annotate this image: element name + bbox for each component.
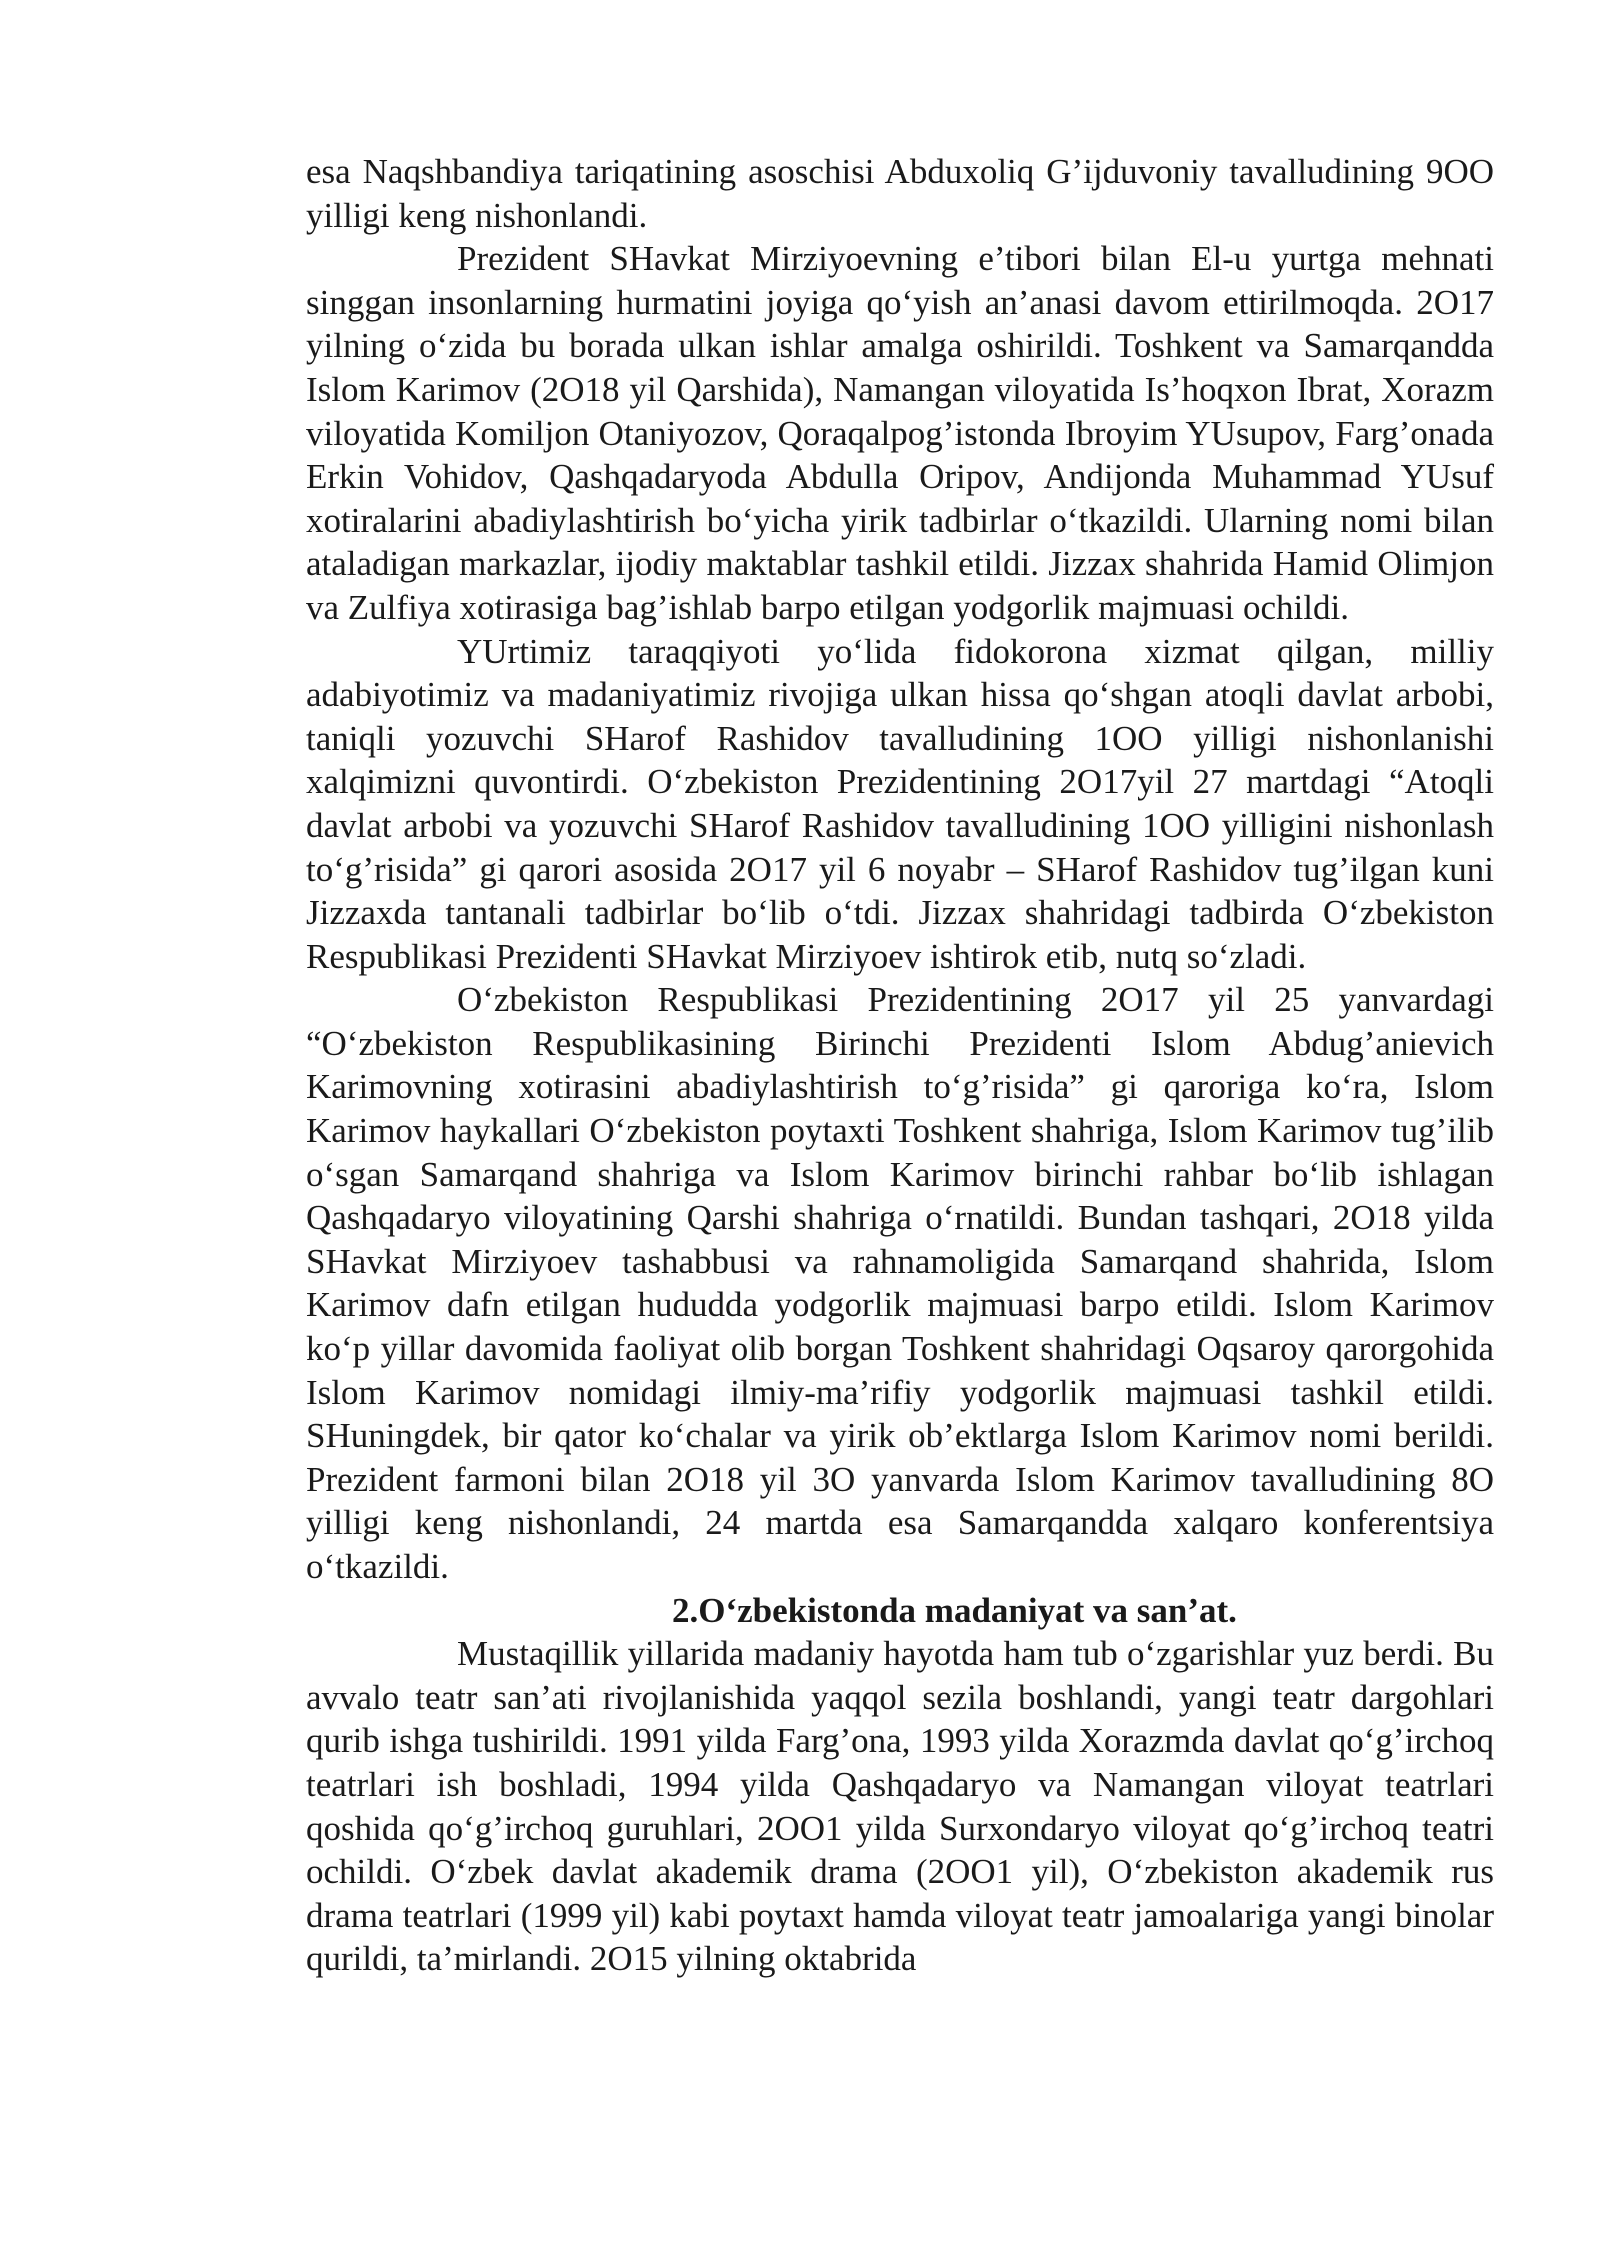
paragraph-4: O‘zbekiston Respublikasi Prezidentining 2O17 yil 25 yanvardagi “O‘zbekiston Respublikasining Birinchi Prezidenti Islom Abdug’anievich Karimovning xotirasini abadiylashtirish to‘g’risida” gi qaroriga ko‘ra, Islom Karimov haykallari O‘zbekiston poytaxti Toshkent shahriga, Islom Karimov tug’ilib o‘sgan Samarqand shahriga va Islom Karimov birinchi rahbar bo‘lib ishlagan Qashqadaryo viloyatining Qarshi shahriga o‘rnatildi. Bundan tashqari, 2O18 yilda SHavkat Mirziyoev tashabbusi va rahnamoligida Samarqand shahrida, Islom Karimov dafn etilgan hududda yodgorlik majmuasi barpo etildi. Islom Karimov ko‘p yillar davomida faoliyat olib borgan Toshkent shahridagi Oqsaroy qarorgohida Islom Karimov nomidagi ilmiy-ma’rifiy yodgorlik majmuasi tashkil etildi. SHuningdek, bir qator ko‘chalar va yirik ob’ektlarga Islom Karimov nomi berildi. Prezident farmoni bilan 2O18 yil 3O yanvarda Islom Karimov tavalludining 8O yilligi keng nishonlandi, 24 martda esa Samarqandda xalqaro konferentsiya o‘tkazildi.	[306, 980, 1494, 1586]
paragraph-1: esa Naqshbandiya tariqatining asoschisi Abduxoliq G’ijduvoniy tavalludining 9OO yilligi keng nishonlandi.	[306, 152, 1494, 235]
paragraph-3: YUrtimiz taraqqiyoti yo‘lida fidokorona xizmat qilgan, milliy adabiyotimiz va madaniyatimiz rivojiga ulkan hissa qo‘shgan atoqli davlat arbobi, taniqli yozuvchi SHarof Rashidov tavalludining 1OO yilligi nishonlanishi xalqimizni quvontirdi. O‘zbekiston Prezidentining 2O17yil 27 martdagi “Atoqli davlat arbobi va yozuvchi SHarof Rashidov tavalludining 1OO yilligini nishonlash to‘g’risida” gi qarori asosida 2O17 yil 6 noyabr – SHarof Rashidov tug’ilgan kuni Jizzaxda tantanali tadbirlar bo‘lib o‘tdi. Jizzax shahridagi tadbirda O‘zbekiston Respublikasi Prezidenti SHavkat Mirziyoev ishtirok etib, nutq so‘zladi.	[306, 631, 1494, 976]
document-page	[306, 150, 1494, 1981]
paragraph-5: Mustaqillik yillarida madaniy hayotda ham tub o‘zgarishlar yuz berdi. Bu avvalo teatr san’ati rivojlanishida yaqqol sezila boshlandi, yangi teatr dargohlari qurib ishga tushirildi. 1991 yilda Farg’ona, 1993 yilda Xorazmda davlat qo‘g’irchoq teatrlari ish boshladi, 1994 yilda Qashqadaryo va Namangan viloyat teatrlari qoshida qo‘g’irchoq guruhlari, 2OO1 yilda Surxondaryo viloyat qo‘g’irchoq teatri ochildi. O‘zbek davlat akademik drama (2OO1 yil), O‘zbekiston akademik rus drama teatrlari (1999 yil) kabi poytaxt hamda viloyat teatr jamoalariga yangi binolar qurildi, ta’mirlandi. 2O15 yilning oktabrida	[306, 1634, 1494, 1979]
section-heading: 2.O‘zbekistonda madaniyat va san’at.	[672, 1590, 1237, 1630]
paragraph-2: Prezident SHavkat Mirziyoevning e’tibori bilan El-u yurtga mehnati singgan insonlarning hurmatini joyiga qo‘yish an’anasi davom ettirilmoqda. 2O17 yilning o‘zida bu borada ulkan ishlar amalga oshirildi. Toshkent va Samarqandda Islom Karimov (2O18 yil Qarshida), Namangan viloyatida Is’hoqxon Ibrat, Xorazm viloyatida Komiljon Otaniyozov, Qoraqalpog’istonda Ibroyim YUsupov, Farg’onada Erkin Vohidov, Qashqadaryoda Abdulla Oripov, Andijonda Muhammad YUsuf xotiralarini abadiylashtirish bo‘yicha yirik tadbirlar o‘tkazildi. Ularning nomi bilan ataladigan markazlar, ijodiy maktablar tashkil etildi. Jizzax shahrida Hamid Olimjon va Zulfiya xotirasiga bag’ishlab barpo etilgan yodgorlik majmuasi ochildi.	[306, 239, 1494, 627]
